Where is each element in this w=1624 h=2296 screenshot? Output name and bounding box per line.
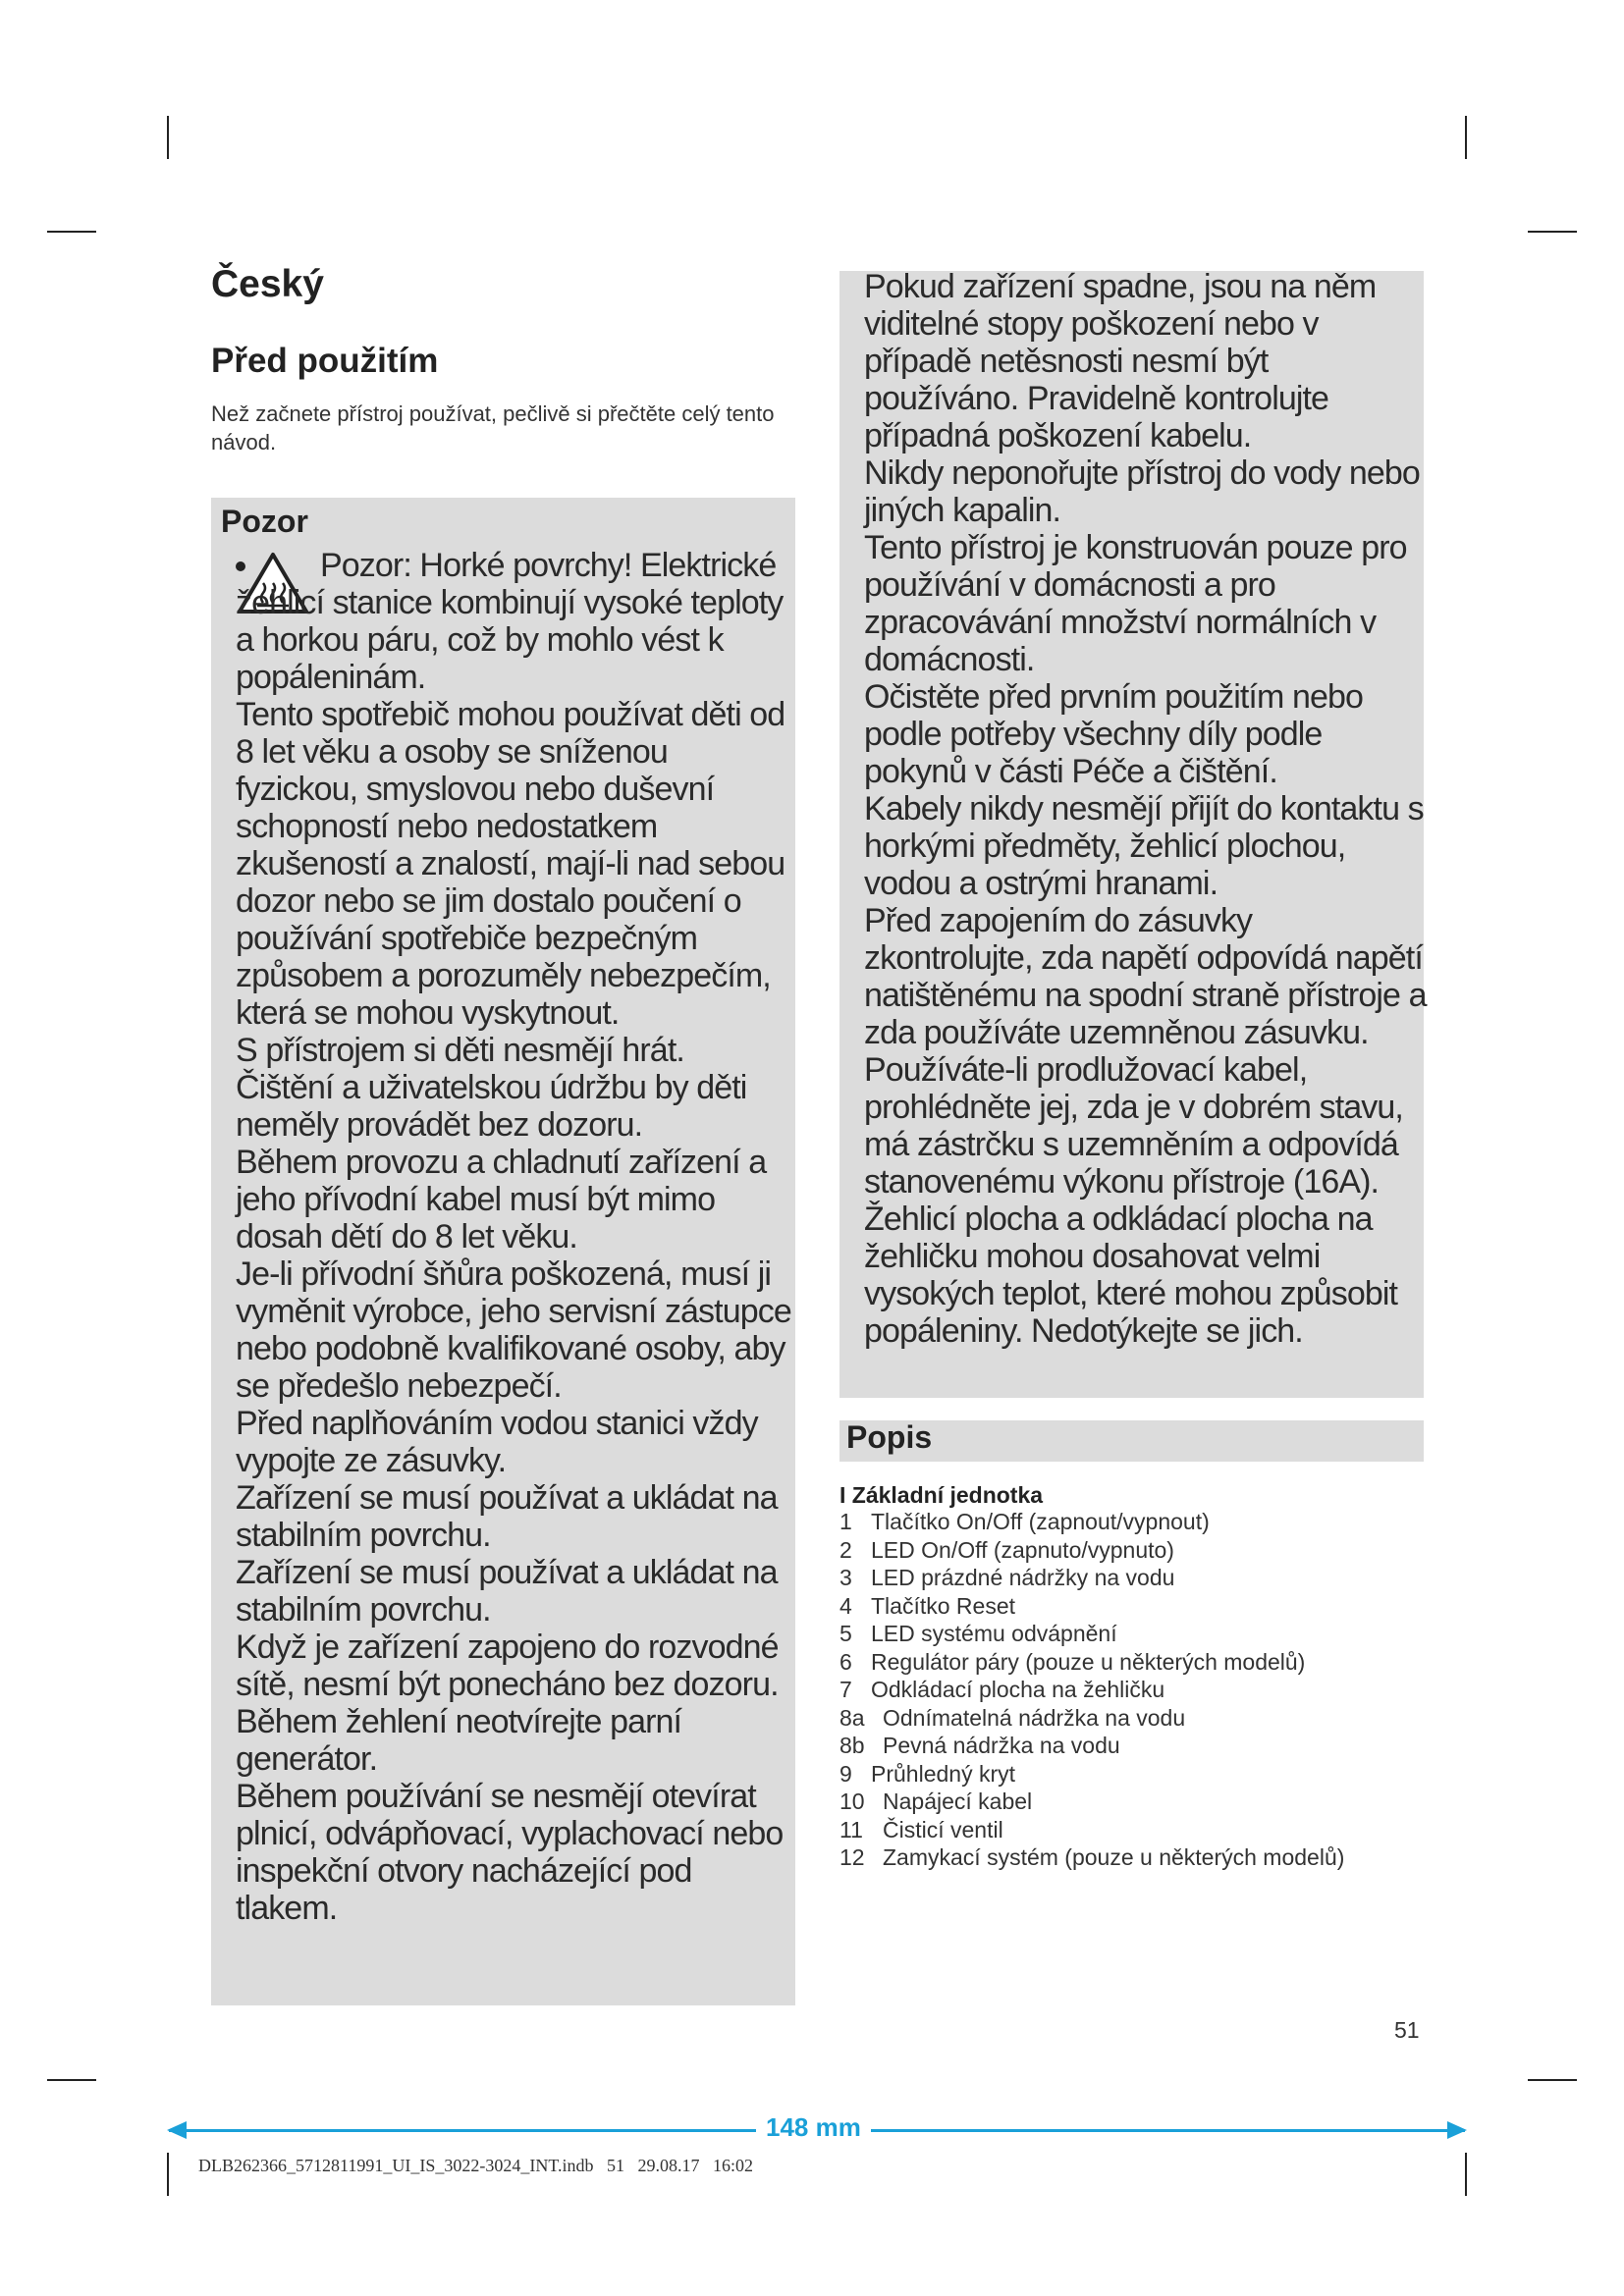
parts-list: [839, 1509, 1429, 1873]
parts-group-title: I Základní jednotka: [839, 1482, 1044, 1508]
page-number: 51: [1394, 2017, 1420, 2043]
arrow-right-icon: [1447, 2121, 1467, 2139]
crop-mark: [167, 2153, 169, 2196]
parts-list-item: 8b Pevná nádržka na vodu: [839, 1733, 1120, 1758]
language-heading: Český: [211, 263, 324, 305]
caution-item: Kabely nikdy nesmějí přijít do kontaktu s horkými předměty, žehlicí plochou, vodou a ostrými hranami.: [864, 790, 1424, 902]
caution-item: Před naplňováním vodou stanici vždy vypojte ze zásuvky.: [236, 1405, 758, 1479]
caution-item: Během provozu a chladnutí zařízení a jeho přívodní kabel musí být mimo dosah dětí do 8 let věku.: [236, 1144, 767, 1255]
arrow-left-icon: [167, 2121, 187, 2139]
parts-list-item: 6 Regulátor páry (pouze u některých modelů): [839, 1648, 1306, 1675]
caution-list-left: [236, 547, 793, 1927]
crop-mark: [47, 231, 96, 233]
caution-item: Nikdy neponořujte přístroj do vody nebo jiných kapalin.: [864, 454, 1420, 529]
caution-item: Tento přístroj je konstruován pouze pro používání v domácnosti a pro zpracovávání množství normálních v domácnosti.: [864, 529, 1407, 678]
crop-mark: [1528, 2079, 1577, 2081]
crop-mark: [167, 116, 169, 159]
caution-title: Pozor: [221, 504, 308, 539]
caution-item: Je-li přívodní šňůra poškozená, musí ji vyměnit výrobce, jeho servisní zástupce nebo podobně kvalifikované osoby, aby se předešlo nebezpečí.: [236, 1255, 791, 1405]
parts-list-item: 8a Odnímatelná nádržka na vodu: [839, 1704, 1186, 1731]
parts-list-item: 3 LED prázdné nádržky na vodu: [839, 1565, 1175, 1590]
caution-item: Pozor: Horké povrchy! Elektrické žehlicí stanice kombinují vysoké teploty a horkou páru, což by mohlo vést k popáleninám.: [236, 547, 784, 696]
parts-list-item: 12 Zamykací systém (pouze u některých modelů): [839, 1844, 1345, 1870]
parts-list-item: 2 LED On/Off (zapnuto/vypnuto): [839, 1536, 1174, 1563]
crop-mark: [1528, 231, 1577, 233]
print-footer: DLB262366_5712811991_UI_IS_3022-3024_INT.indb 51 29.08.17 16:02: [198, 2156, 753, 2175]
crop-mark: [1465, 116, 1467, 159]
parts-list-item: 5 LED systému odvápnění: [839, 1621, 1117, 1646]
caution-item: Když je zařízení zapojeno do rozvodné sítě, nesmí být ponecháno bez dozoru.: [236, 1629, 779, 1703]
parts-list-item: 9 Průhledný kryt: [839, 1760, 1016, 1787]
parts-list-item: 7 Odkládací plocha na žehličku: [839, 1677, 1165, 1702]
caution-item: Před zapojením do zásuvky zkontrolujte, zda napětí odpovídá napětí natištěnému na spodní straně přístroje a zda používáte uzemněnou zásuvku.: [864, 902, 1427, 1051]
caution-item: Očistěte před prvním použitím nebo podle potřeby všechny díly podle pokynů v části Péče a čištění.: [864, 678, 1363, 790]
intro-text: Než začnete přístroj používat, pečlivě si přečtěte celý tento návod.: [211, 401, 775, 454]
crop-mark: [1465, 2153, 1467, 2196]
description-title: Popis: [846, 1419, 933, 1455]
caution-item: Používáte-li prodlužovací kabel, prohlédněte jej, zda je v dobrém stavu, má zástrčku s uzemněním a odpovídá stanovenému výkonu přístroje (16A).: [864, 1051, 1403, 1201]
section-heading: Před použitím: [211, 342, 439, 380]
caution-item: S přístrojem si děti nesmějí hrát.: [236, 1032, 684, 1069]
caution-item: Čištění a uživatelskou údržbu by děti neměly provádět bez dozoru.: [236, 1069, 747, 1144]
caution-item: Během používání se nesmějí otevírat plnicí, odvápňovací, vyplachovací nebo inspekční otvory nacházející pod tlakem.: [236, 1778, 784, 1927]
caution-item: Během žehlení neotvírejte parní generátor.: [236, 1703, 682, 1778]
parts-list-item: 1 Tlačítko On/Off (zapnout/vypnout): [839, 1509, 1210, 1534]
dimension-label: 148 mm: [756, 2112, 871, 2143]
caution-item: Tento spotřebič mohou používat děti od 8 let věku a osoby se sníženou fyzickou, smyslovou nebo duševní schopností nebo nedostatkem zkušeností a znalostí, mají-li nad sebou dozor nebo se jim dostalo poučení o používání spotřebiče bezpečným způsobem a porozuměly nebezpečím, která se mohou vyskytnout.: [236, 696, 785, 1032]
caution-item: Zařízení se musí používat a ukládat na stabilním povrchu.: [236, 1479, 778, 1554]
bullet: [236, 561, 245, 571]
caution-list-right: [864, 268, 1429, 1350]
parts-list-item: 10 Napájecí kabel: [839, 1789, 1033, 1814]
parts-list-item: 4 Tlačítko Reset: [839, 1592, 1015, 1619]
caution-item: Zařízení se musí používat a ukládat na stabilním povrchu.: [236, 1554, 778, 1629]
caution-item: Žehlicí plocha a odkládací plocha na žehličku mohou dosahovat velmi vysokých teplot, které mohou způsobit popáleniny. Nedotýkejte se jich.: [864, 1201, 1398, 1350]
crop-mark: [47, 2079, 96, 2081]
parts-list-item: 11 Čisticí ventil: [839, 1816, 1003, 1842]
caution-item: Pokud zařízení spadne, jsou na něm viditelné stopy poškození nebo v případě netěsnosti nesmí být používáno. Pravidelně kontrolujte případná poškození kabelu.: [864, 268, 1377, 454]
